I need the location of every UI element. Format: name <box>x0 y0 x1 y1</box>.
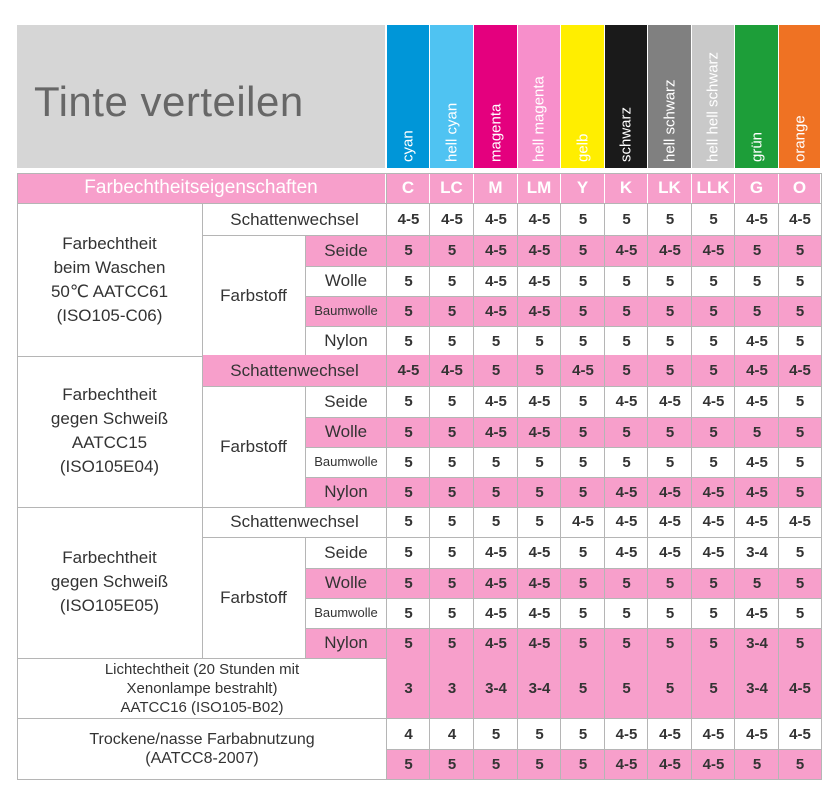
grid-line <box>202 204 203 356</box>
table-cell: 5 <box>752 272 762 290</box>
table-cell: 5 <box>447 272 457 290</box>
table-cell: 4-5 <box>659 725 681 743</box>
table-cell: 4-5 <box>702 725 725 743</box>
table-cell: 5 <box>387 568 430 598</box>
table-cell: 5 <box>605 568 648 598</box>
table-cell: 5 <box>605 417 648 447</box>
table-cell: 5 <box>709 604 718 622</box>
table-cell: 4-5 <box>441 211 463 228</box>
color-name: magenta <box>487 103 504 162</box>
table-cell: 5 <box>430 296 474 326</box>
table-cell: 5 <box>387 235 430 266</box>
table-cell: 5 <box>605 628 648 658</box>
table-cell: 5 <box>648 296 692 326</box>
table-cell: 5 <box>430 568 474 598</box>
table-cell: 5 <box>404 453 413 471</box>
material-label: Baumwolle <box>305 296 387 326</box>
table-cell: 5 <box>535 332 544 350</box>
table-cell: 4 <box>404 725 413 743</box>
table-cell: 4-5 <box>615 544 638 561</box>
table-cell: 5 <box>622 272 631 290</box>
page-title: Tinte verteilen <box>34 78 304 125</box>
table-cell: 5 <box>491 513 501 530</box>
grid-line <box>202 235 821 236</box>
table-cell: 5 <box>692 296 735 326</box>
table-cell: 4-5 <box>692 477 735 507</box>
table-cell: 5 <box>387 749 430 779</box>
grid-line <box>305 296 821 297</box>
grid-line <box>305 386 306 507</box>
table-cell: 5 <box>578 211 588 228</box>
section-label-line: Farbechtheit <box>62 385 157 404</box>
material-label: Baumwolle <box>314 454 378 469</box>
grid-line <box>778 203 779 779</box>
table-cell: 4-5 <box>528 211 551 228</box>
table-cell: 4-5 <box>735 477 779 507</box>
table-cell: 4-5 <box>789 513 811 530</box>
grid-line <box>202 355 203 507</box>
column-code: G <box>735 173 778 203</box>
column-code: K <box>605 173 647 203</box>
color-swatch-orange <box>779 25 820 168</box>
table-cell: 5 <box>404 332 413 350</box>
grid-line <box>17 173 18 780</box>
table-cell: 4-5 <box>692 749 735 779</box>
table-cell: 4-5 <box>789 725 811 743</box>
table-cell: 4-5 <box>659 513 681 530</box>
section-label-line: 50℃ AATCC61 <box>50 282 169 301</box>
table-cell: 5 <box>578 393 588 410</box>
table-cell: 5 <box>430 477 474 507</box>
color-swatch-hell-cyan <box>430 25 473 168</box>
table-cell: 3-4 <box>518 658 561 718</box>
table-cell: 4-5 <box>528 544 551 561</box>
table-cell: 5 <box>795 453 805 471</box>
table-cell: 5 <box>578 604 588 622</box>
grid-line <box>305 477 821 478</box>
light-fastness-label-line: Lichtechtheit (20 Stunden mit <box>104 660 300 678</box>
table-cell: 4-5 <box>485 604 507 622</box>
table-cell: 5 <box>795 604 805 622</box>
material-label: Wolle <box>305 417 387 447</box>
table-cell: 5 <box>578 544 588 561</box>
grid-line <box>305 537 306 658</box>
table-cell: 4-5 <box>615 725 638 743</box>
section-label-line: beim Waschen <box>53 258 166 277</box>
table-cell: 5 <box>404 604 413 622</box>
table-cell: 4-5 <box>528 393 551 410</box>
table-cell: 5 <box>561 417 605 447</box>
color-name: hell schwarz <box>661 79 678 162</box>
table-cell: 5 <box>561 749 605 779</box>
table-cell: 5 <box>561 568 605 598</box>
table-cell: 5 <box>447 544 457 561</box>
table-cell: 4-5 <box>485 272 507 290</box>
section-label <box>17 506 202 658</box>
table-cell: 4-5 <box>779 355 821 386</box>
table-cell: 5 <box>447 513 457 530</box>
table-cell: 5 <box>795 544 805 561</box>
table-cell: 5 <box>665 453 675 471</box>
table-cell: 5 <box>795 332 805 350</box>
table-cell: 5 <box>561 477 605 507</box>
table-cell: 4-5 <box>518 417 561 447</box>
table-cell: 5 <box>518 749 561 779</box>
column-code: LC <box>430 173 473 203</box>
grid-line <box>305 266 821 267</box>
section-label-line: Farbechtheit <box>62 234 157 253</box>
table-cell: 5 <box>692 568 735 598</box>
section-label-line: AATCC15 <box>71 433 148 452</box>
color-name: hell magenta <box>530 76 548 162</box>
material-label: Nylon <box>305 477 387 507</box>
color-swatch-cyan <box>387 25 429 168</box>
table-cell: 5 <box>474 749 518 779</box>
table-cell: 5 <box>622 332 631 350</box>
shade-change-label: Schattenwechsel <box>202 355 387 386</box>
table-cell: 5 <box>665 211 675 228</box>
table-cell: 4-5 <box>702 393 725 410</box>
table-cell: 4-5 <box>702 513 725 530</box>
table-cell: 5 <box>518 477 561 507</box>
table-cell: 4-5 <box>561 355 605 386</box>
material-label: Nylon <box>305 628 387 658</box>
table-cell: 5 <box>648 658 692 718</box>
color-name: cyan <box>399 130 417 162</box>
table-cell: 5 <box>561 658 605 718</box>
table-cell: 5 <box>779 628 821 658</box>
color-swatch-hell-hell-schwarz <box>692 25 734 168</box>
table-cell: 4-5 <box>518 296 561 326</box>
table-cell: 4-5 <box>692 235 735 266</box>
grid-line <box>386 173 387 780</box>
grid-line <box>305 568 821 569</box>
table-cell: 5 <box>692 417 735 447</box>
table-cell: 5 <box>779 417 821 447</box>
table-cell: 5 <box>648 355 692 386</box>
dye-label: Farbstoff <box>220 285 287 305</box>
column-code: M <box>474 173 517 203</box>
material-label: Seide <box>324 542 368 562</box>
table-cell: 3-4 <box>746 544 768 561</box>
table-cell: 3 <box>430 658 474 718</box>
rub-fastness-label-line: (AATCC8-2007) <box>145 750 259 767</box>
table-cell: 5 <box>430 235 474 266</box>
table-cell: 5 <box>779 477 821 507</box>
grid-line <box>560 203 561 779</box>
table-cell: 5 <box>474 477 518 507</box>
table-cell: 5 <box>735 417 779 447</box>
table-cell: 5 <box>648 417 692 447</box>
dye-label: Farbstoff <box>220 587 287 607</box>
column-code: Y <box>561 173 604 203</box>
grid-line <box>305 235 306 356</box>
table-cell: 4-5 <box>430 355 474 386</box>
shade-change-label: Schattenwechsel <box>230 209 359 229</box>
table-cell: 4-5 <box>518 568 561 598</box>
table-cell: 5 <box>735 235 779 266</box>
table-cell: 5 <box>709 453 718 471</box>
section-label-line: (ISO105E05) <box>59 596 160 615</box>
table-cell: 5 <box>578 272 588 290</box>
table-cell: 4 <box>447 725 457 743</box>
table-cell: 4-5 <box>746 604 768 622</box>
header-label: Farbechtheitseigenschaften <box>17 173 385 203</box>
table-cell: 4-5 <box>735 355 779 386</box>
grid-line <box>821 173 822 780</box>
grid-line <box>305 598 821 599</box>
table-cell: 5 <box>561 628 605 658</box>
table-cell: 5 <box>622 453 631 471</box>
rub-fastness-label-line: Trockene/nasse Farbabnutzung <box>89 731 315 748</box>
color-name: schwarz <box>617 106 635 162</box>
column-code: LLK <box>692 173 734 203</box>
grid-line <box>17 779 821 780</box>
grid-line <box>202 386 821 387</box>
section-label <box>17 204 202 356</box>
table-cell: 5 <box>692 355 735 386</box>
material-label: Baumwolle <box>314 605 378 620</box>
table-cell: 5 <box>709 272 718 290</box>
table-cell: 4-5 <box>474 235 518 266</box>
table-cell: 4-5 <box>659 393 681 410</box>
table-cell: 4-5 <box>528 604 551 622</box>
table-cell: 5 <box>561 296 605 326</box>
table-cell: 4-5 <box>572 513 594 530</box>
table-cell: 4-5 <box>746 393 768 410</box>
table-cell: 4-5 <box>397 211 420 228</box>
table-cell: 4-5 <box>746 211 768 228</box>
table-cell: 5 <box>491 725 501 743</box>
grid-line <box>17 203 821 204</box>
table-cell: 4-5 <box>746 332 768 350</box>
table-cell: 5 <box>447 604 457 622</box>
color-name: grün <box>748 131 765 162</box>
table-cell: 5 <box>779 568 821 598</box>
table-cell: 4-5 <box>779 658 821 718</box>
table-cell: 5 <box>779 749 821 779</box>
table-cell: 5 <box>622 211 631 228</box>
material-label: Seide <box>324 391 368 411</box>
table-cell: 4-5 <box>746 453 768 471</box>
table-cell: 3 <box>387 658 430 718</box>
table-cell: 4-5 <box>528 272 551 290</box>
table-cell: 4-5 <box>474 628 518 658</box>
table-cell: 4-5 <box>605 477 648 507</box>
material-label: Seide <box>305 235 387 266</box>
table-cell: 5 <box>779 235 821 266</box>
light-fastness-label <box>17 658 387 718</box>
table-cell: 4-5 <box>605 235 648 266</box>
table-cell: 4-5 <box>474 296 518 326</box>
table-cell: 4-5 <box>485 544 507 561</box>
grid-line <box>305 628 821 629</box>
table-cell: 5 <box>692 628 735 658</box>
table-cell: 5 <box>665 332 675 350</box>
table-cell: 5 <box>605 296 648 326</box>
column-code: C <box>387 173 429 203</box>
grid-line <box>517 203 518 779</box>
table-cell: 5 <box>561 235 605 266</box>
dye-label: Farbstoff <box>220 436 287 456</box>
table-cell: 5 <box>795 393 805 410</box>
table-cell: 4-5 <box>648 749 692 779</box>
light-fastness-label-line: Xenonlampe bestrahlt) <box>126 679 278 697</box>
grid-line <box>202 506 203 658</box>
table-cell: 3-4 <box>474 658 518 718</box>
table-cell: 3-4 <box>735 628 779 658</box>
table-cell: 4-5 <box>659 544 681 561</box>
table-cell: 4-5 <box>387 355 430 386</box>
table-cell: 4-5 <box>746 725 768 743</box>
table-cell: 5 <box>648 628 692 658</box>
section-label-line: Farbechtheit <box>62 548 157 567</box>
material-label: Wolle <box>324 271 368 290</box>
section-label-line: gegen Schweiß <box>50 409 169 428</box>
section-label-line: (ISO105E04) <box>59 457 160 476</box>
table-cell: 3-4 <box>735 658 779 718</box>
table-cell: 5 <box>692 658 735 718</box>
table-cell: 5 <box>665 272 675 290</box>
table-cell: 5 <box>735 749 779 779</box>
table-cell: 5 <box>491 453 501 471</box>
material-label: Wolle <box>305 568 387 598</box>
table-cell: 5 <box>430 628 474 658</box>
table-cell: 4-5 <box>518 235 561 266</box>
table-cell: 4-5 <box>746 513 768 530</box>
table-cell: 5 <box>605 658 648 718</box>
table-cell: 5 <box>665 604 675 622</box>
material-label: Nylon <box>324 331 368 350</box>
light-fastness-label-line: AATCC16 (ISO105-B02) <box>120 698 284 716</box>
color-swatch-grün <box>735 25 778 168</box>
table-cell: 5 <box>795 272 805 290</box>
grid-line <box>429 203 430 779</box>
grid-line <box>604 203 605 779</box>
column-code: LK <box>648 173 691 203</box>
table-cell: 5 <box>709 332 718 350</box>
section-label-line: gegen Schweiß <box>50 572 169 591</box>
table-cell: 5 <box>404 544 413 561</box>
color-name: gelb <box>574 133 591 162</box>
table-cell: 5 <box>535 513 544 530</box>
grid-line <box>305 326 821 327</box>
grid-line <box>17 173 821 174</box>
table-cell: 5 <box>430 749 474 779</box>
table-cell: 4-5 <box>648 235 692 266</box>
grid-line <box>691 203 692 779</box>
table-cell: 5 <box>735 296 779 326</box>
section-label-line: (ISO105-C06) <box>56 306 163 325</box>
table-cell: 5 <box>447 453 457 471</box>
color-swatch-magenta <box>474 25 517 168</box>
table-cell: 5 <box>447 393 457 410</box>
table-cell: 5 <box>535 725 544 743</box>
grid-line <box>473 203 474 779</box>
color-name: hell cyan <box>443 102 460 162</box>
table-cell: 4-5 <box>485 393 507 410</box>
table-cell: 4-5 <box>474 417 518 447</box>
table-cell: 5 <box>491 332 501 350</box>
table-cell: 5 <box>578 725 588 743</box>
table-cell: 4-5 <box>648 477 692 507</box>
table-cell: 5 <box>648 568 692 598</box>
table-cell: 5 <box>518 355 561 386</box>
color-name: orange <box>791 115 808 162</box>
table-cell: 4-5 <box>485 211 507 228</box>
table-cell: 5 <box>605 355 648 386</box>
table-cell: 5 <box>387 628 430 658</box>
table-cell: 5 <box>622 604 631 622</box>
grid-line <box>734 203 735 779</box>
table-cell: 5 <box>779 296 821 326</box>
table-cell: 5 <box>578 453 588 471</box>
table-cell: 5 <box>387 477 430 507</box>
column-code: O <box>779 173 820 203</box>
table-cell: 5 <box>709 211 718 228</box>
column-code: LM <box>518 173 560 203</box>
table-cell: 5 <box>404 393 413 410</box>
table-cell: 4-5 <box>615 513 638 530</box>
table-cell: 5 <box>387 296 430 326</box>
table-cell: 5 <box>535 453 544 471</box>
color-swatch-schwarz <box>605 25 647 168</box>
table-cell: 4-5 <box>789 211 811 228</box>
table-cell: 5 <box>430 417 474 447</box>
shade-change-label: Schattenwechsel <box>230 511 359 531</box>
table-cell: 5 <box>578 332 588 350</box>
rub-fastness-label <box>17 719 387 779</box>
color-swatch-gelb <box>561 25 604 168</box>
table-cell: 5 <box>387 417 430 447</box>
table-cell: 4-5 <box>615 393 638 410</box>
color-swatch-hell-schwarz <box>648 25 691 168</box>
table-cell: 4-5 <box>605 749 648 779</box>
color-name: hell hell schwarz <box>704 51 722 162</box>
table-cell: 5 <box>735 568 779 598</box>
grid-line <box>305 447 821 448</box>
table-cell: 5 <box>474 355 518 386</box>
color-swatch-hell-magenta <box>518 25 560 168</box>
section-label <box>17 355 202 507</box>
table-cell: 4-5 <box>474 568 518 598</box>
table-cell: 4-5 <box>518 628 561 658</box>
grid-line <box>647 203 648 779</box>
grid-line <box>202 537 821 538</box>
table-cell: 5 <box>404 272 413 290</box>
grid-line <box>305 417 821 418</box>
table-cell: 4-5 <box>702 544 725 561</box>
table-cell: 5 <box>447 332 457 350</box>
table-cell: 5 <box>404 513 413 530</box>
